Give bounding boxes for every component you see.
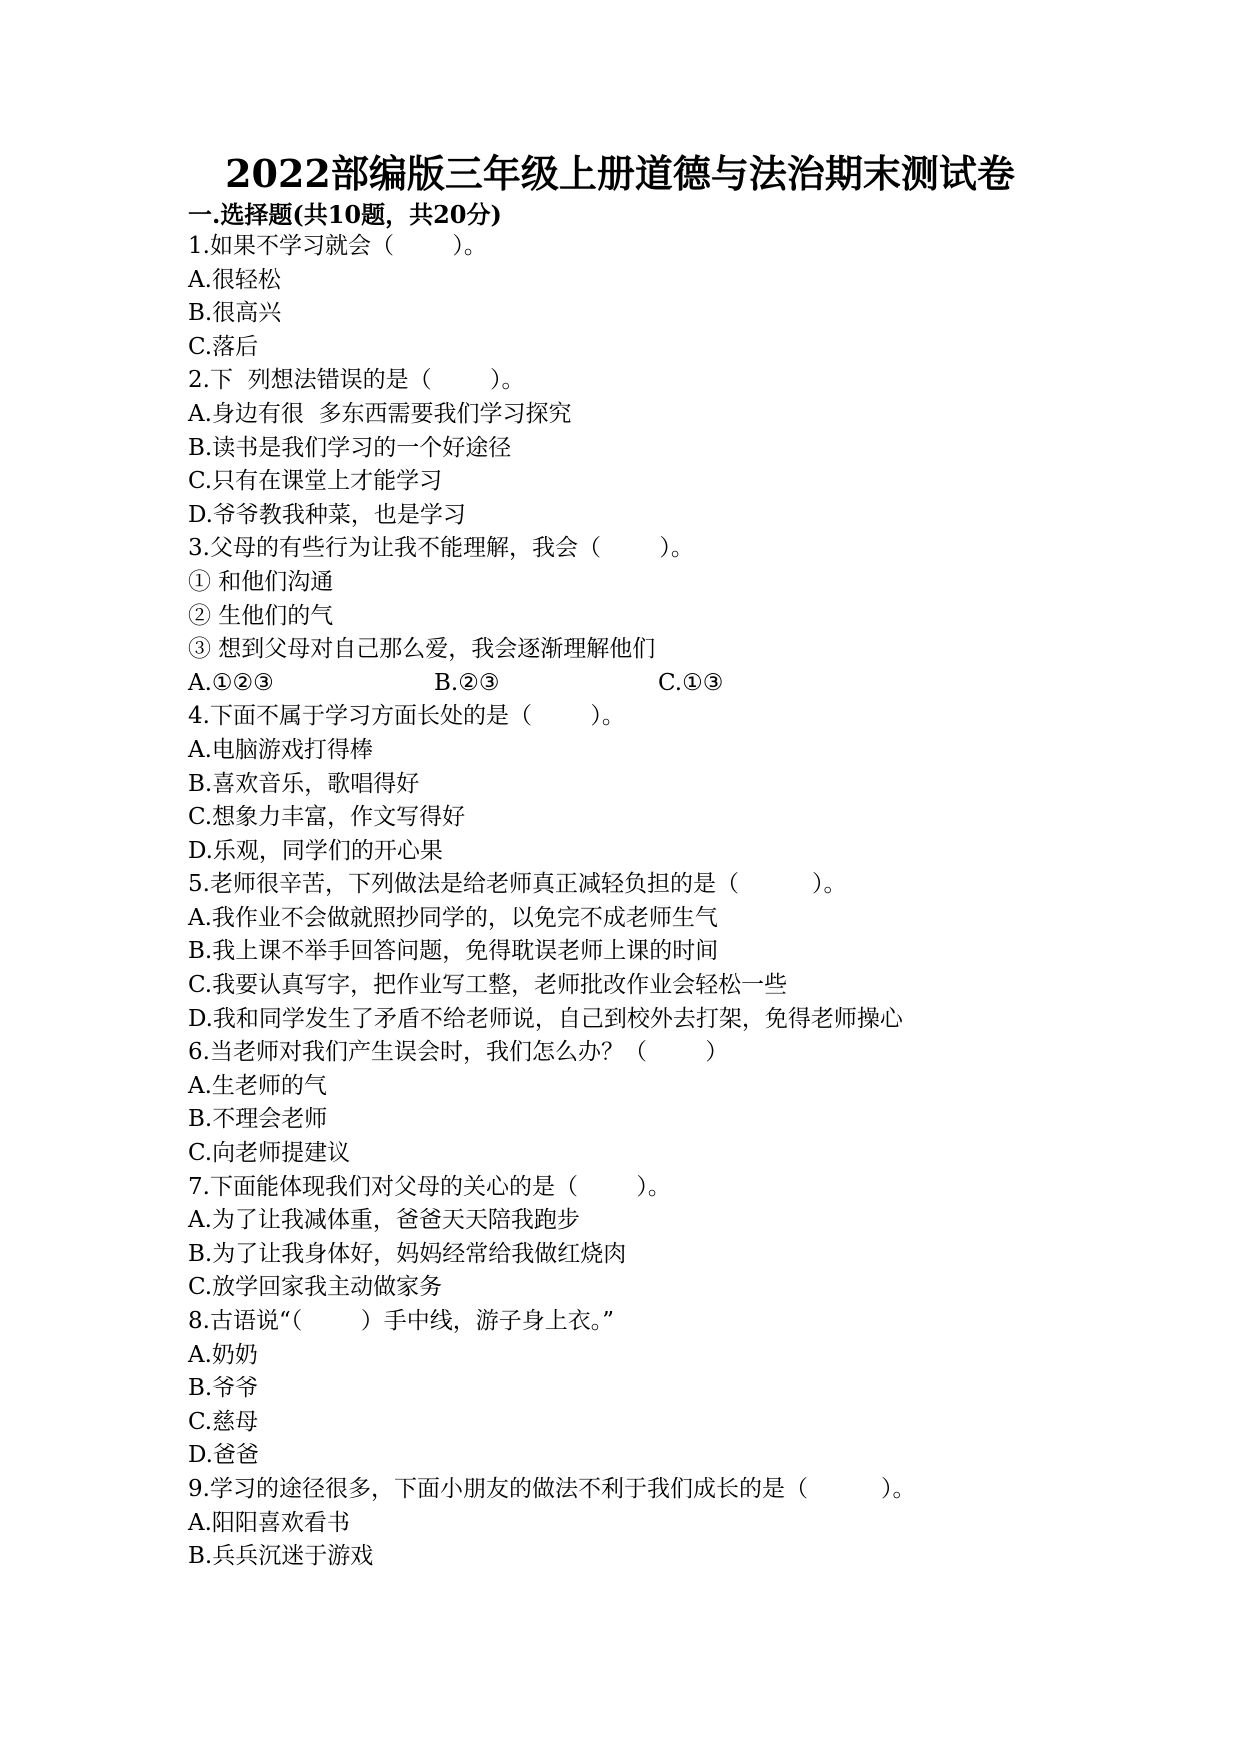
answer-option: A.身边有很 多东西需要我们学习探究: [188, 400, 572, 427]
answer-option: A.阳阳喜欢看书: [188, 1509, 350, 1536]
answer-option: B.我上课不举手回答问题，免得耽误老师上课的时间: [188, 938, 719, 965]
answer-option: A.奶奶: [188, 1341, 258, 1368]
answer-option: A.生老师的气: [188, 1072, 327, 1099]
question-stem: 4.下面不属于学习方面长处的是（ ）。: [188, 703, 625, 730]
answer-option: D.爸爸: [188, 1442, 259, 1469]
question-stem: 5.老师很辛苦，下列做法是给老师真正减轻负担的是（ ）。: [188, 871, 847, 898]
answer-option: C.慈母: [188, 1408, 259, 1435]
answer-option: A.为了让我减体重，爸爸天天陪我跑步: [188, 1207, 580, 1234]
question-stem: 6.当老师对我们产生误会时，我们怎么办？（ ）: [188, 1039, 729, 1066]
answer-option: C.放学回家我主动做家务: [188, 1274, 443, 1301]
exam-title: 2022部编版三年级上册道德与法治期末测试卷: [225, 151, 1015, 196]
answer-option: A.电脑游戏打得棒: [188, 736, 373, 763]
answer-option: B.很高兴: [188, 300, 282, 327]
answer-option: D.我和同学发生了矛盾不给老师说，自己到校外去打架，免得老师操心: [188, 1005, 903, 1032]
q3-option: B.②③: [434, 669, 500, 696]
answer-option: C.只有在课堂上才能学习: [188, 468, 443, 495]
answer-option: C.落后: [188, 333, 259, 360]
question-list: [188, 230, 1188, 1574]
q3-option: A.①②③: [188, 669, 274, 696]
answer-option: ② 生他们的气: [188, 602, 334, 629]
answer-option: ① 和他们沟通: [188, 568, 334, 595]
answer-option: B.不理会老师: [188, 1106, 328, 1133]
answer-option: A.很轻松: [188, 266, 281, 293]
answer-option: C.向老师提建议: [188, 1140, 351, 1167]
question-stem: 3.父母的有些行为让我不能理解，我会（ ）。: [188, 535, 694, 562]
question-stem: 1.如果不学习就会（ ）。: [188, 233, 487, 259]
section-heading: 一.选择题(共10题，共20分): [188, 200, 502, 229]
question-stem: 7.下面能体现我们对父母的关心的是（ ）。: [188, 1173, 671, 1200]
question-stem: 8.古语说“（ ）手中线，游子身上衣。”: [188, 1308, 614, 1334]
answer-option: D.乐观，同学们的开心果: [188, 837, 443, 864]
answer-option: C.我要认真写字，把作业写工整，老师批改作业会轻松一些: [188, 972, 788, 999]
answer-option: B.兵兵沉迷于游戏: [188, 1543, 374, 1570]
q3-option: C.①③: [658, 669, 724, 696]
answer-option: B.喜欢音乐，歌唱得好: [188, 770, 420, 797]
answer-option: B.爷爷: [188, 1375, 259, 1402]
q3-options-row: [188, 667, 1188, 701]
answer-option: A.我作业不会做就照抄同学的，以免完不成老师生气: [188, 904, 718, 931]
answer-option: B.读书是我们学习的一个好途径: [188, 434, 512, 461]
question-stem: 2.下 列想法错误的是（ ）。: [188, 367, 525, 394]
answer-option: C.想象力丰富，作文写得好: [188, 804, 466, 831]
question-stem: 9.学习的途径很多，下面小朋友的做法不利于我们成长的是（ ）。: [188, 1475, 916, 1502]
answer-option: D.爷爷教我种菜，也是学习: [188, 501, 466, 528]
answer-option: B.为了让我身体好，妈妈经常给我做红烧肉: [188, 1240, 627, 1267]
answer-option: ③ 想到父母对自己那么爱，我会逐渐理解他们: [188, 636, 656, 663]
